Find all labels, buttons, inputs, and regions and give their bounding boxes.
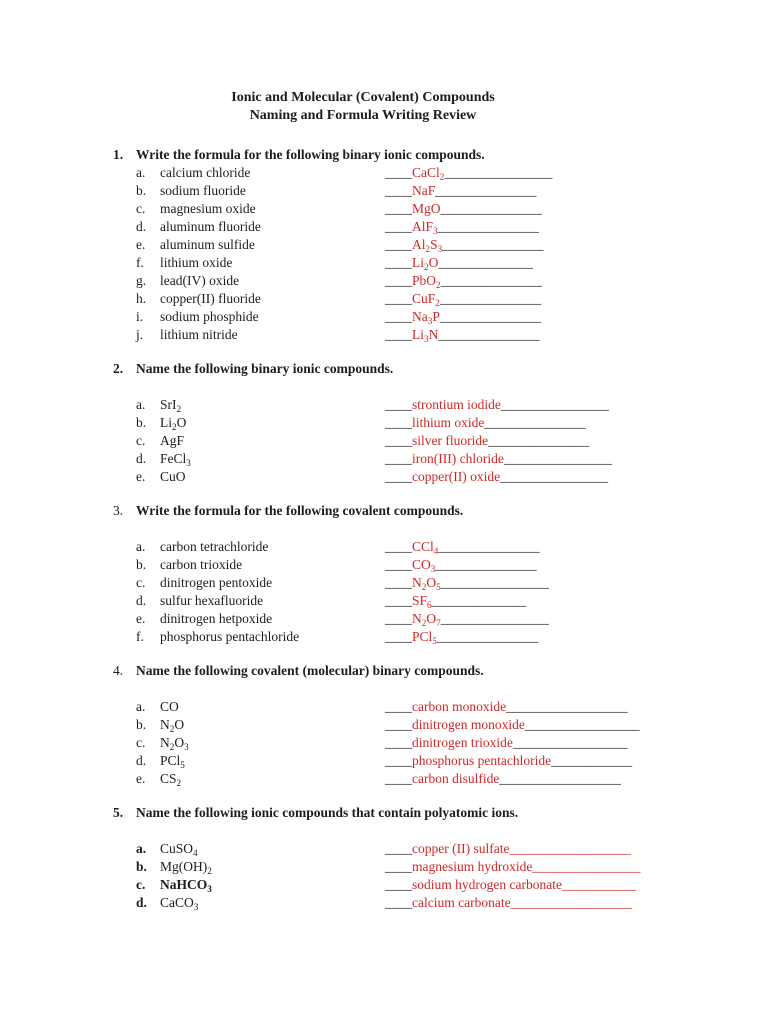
- worksheet-item: [113, 164, 613, 182]
- section-items: [113, 164, 613, 344]
- worksheet-section: [113, 360, 613, 486]
- worksheet-section: [113, 662, 640, 788]
- worksheet-item: [113, 610, 613, 628]
- item-prompt: dinitrogen pentoxide: [160, 575, 273, 590]
- item-letter: b.: [136, 557, 147, 572]
- blank-prefix: ____: [385, 165, 412, 180]
- item-answer-line: [385, 254, 533, 272]
- section-items: [113, 698, 640, 788]
- item-answer-line: [385, 450, 612, 468]
- blank-suffix: ________________: [500, 469, 609, 484]
- worksheet-item: [113, 752, 633, 770]
- item-prompt: AgF: [160, 433, 185, 448]
- section-heading: Name the following covalent (molecular) binary compounds.: [136, 663, 484, 678]
- item-letter: c.: [136, 575, 146, 590]
- item-letter: b.: [136, 859, 147, 874]
- answer-text: $N_2O_5$: [412, 575, 441, 592]
- answer-text: $Na_3P$: [412, 309, 440, 326]
- item-answer-line: [385, 734, 628, 752]
- item-prompt: phosphorus pentachloride: [160, 629, 300, 644]
- blank-suffix: ________________: [503, 451, 612, 466]
- item-prompt: aluminum sulfide: [160, 237, 255, 252]
- blank-suffix: ______________: [438, 255, 533, 270]
- worksheet-item: [113, 396, 613, 414]
- blank-prefix: ____: [385, 237, 412, 252]
- item-answer-line: [385, 698, 628, 716]
- worksheet-item: [113, 218, 613, 236]
- item-answer-line: [385, 592, 526, 610]
- worksheet-item: [113, 200, 613, 218]
- blank-prefix: ____: [385, 771, 412, 786]
- answer-text: dinitrogen trioxide: [412, 735, 513, 750]
- item-answer-line: [385, 432, 589, 450]
- blank-prefix: ____: [385, 309, 412, 324]
- answer-text: $N_2O_7$: [412, 611, 441, 628]
- blank-suffix: ________________: [500, 397, 609, 412]
- item-letter: c.: [136, 735, 146, 750]
- answer-text: PbO$_2$: [412, 273, 441, 290]
- answer-text: CCl$_4$: [412, 539, 439, 556]
- blank-prefix: ____: [385, 859, 412, 874]
- blank-suffix: _______________: [442, 237, 544, 252]
- answer-text: copper(II) oxide: [412, 469, 501, 484]
- blank-suffix: _______________: [435, 183, 537, 198]
- blank-prefix: ____: [385, 327, 412, 342]
- item-prompt: carbon trioxide: [160, 557, 243, 572]
- worksheet-item: [113, 290, 613, 308]
- item-answer-line: [385, 858, 640, 876]
- section-number: 3.: [113, 503, 124, 518]
- item-answer-line: [385, 182, 537, 200]
- answer-text: $CO_3$: [412, 557, 436, 574]
- blank-prefix: ____: [385, 735, 412, 750]
- item-letter: a.: [136, 699, 146, 714]
- item-prompt: NaHCO$_3$: [160, 877, 212, 894]
- item-prompt: carbon tetrachloride: [160, 539, 269, 554]
- section-items: [113, 396, 613, 486]
- section-heading: Name the following binary ionic compounds.: [136, 361, 394, 376]
- section-items: [113, 840, 641, 912]
- blank-prefix: ____: [385, 611, 412, 626]
- item-letter: c.: [136, 201, 146, 216]
- answer-text: $Li_3N$: [412, 327, 439, 344]
- title-line-1: Ionic and Molecular (Covalent) Compounds: [231, 90, 495, 105]
- item-letter: e.: [136, 771, 146, 786]
- item-letter: e.: [136, 611, 146, 626]
- section-heading-row: [113, 360, 613, 378]
- worksheet-item: [113, 628, 613, 646]
- blank-suffix: ____________: [551, 753, 633, 768]
- blank-prefix: ____: [385, 717, 412, 732]
- worksheet-item: [113, 272, 613, 290]
- blank-suffix: _______________: [438, 539, 540, 554]
- worksheet-item: [113, 432, 613, 450]
- worksheet-item: [113, 326, 613, 344]
- item-answer-line: [385, 894, 632, 912]
- blank-prefix: ____: [385, 699, 412, 714]
- item-answer-line: [385, 396, 609, 414]
- blank-prefix: ____: [385, 629, 412, 644]
- item-letter: d.: [136, 895, 147, 910]
- answer-text: $SF_6$: [412, 593, 432, 610]
- blank-prefix: ____: [385, 877, 412, 892]
- item-letter: f.: [136, 629, 144, 644]
- blank-prefix: ____: [385, 433, 412, 448]
- blank-suffix: _______________: [438, 327, 540, 342]
- item-letter: d.: [136, 753, 147, 768]
- section-number: 1.: [113, 147, 124, 162]
- worksheet-item: [113, 450, 613, 468]
- item-answer-line: [385, 840, 631, 858]
- answer-text: carbon disulfide: [412, 771, 500, 786]
- blank-suffix: _______________: [439, 291, 542, 306]
- blank-suffix: __________________: [499, 771, 621, 786]
- answer-text: NaF: [412, 183, 436, 198]
- item-prompt: $N_2O_3$: [160, 735, 189, 752]
- item-prompt: lithium oxide: [160, 255, 233, 270]
- blank-suffix: _______________: [484, 415, 586, 430]
- item-letter: e.: [136, 469, 146, 484]
- blank-prefix: ____: [385, 183, 412, 198]
- worksheet-item: [113, 182, 613, 200]
- item-letter: b.: [136, 415, 147, 430]
- blank-suffix: __________________: [510, 895, 633, 910]
- worksheet-item: [113, 556, 613, 574]
- blank-prefix: ____: [385, 255, 412, 270]
- worksheet-item: [113, 574, 613, 592]
- answer-text: magnesium hydroxide: [412, 859, 533, 874]
- blank-prefix: ____: [385, 451, 412, 466]
- blank-suffix: _______________: [437, 219, 539, 234]
- item-answer-line: [385, 236, 543, 254]
- blank-prefix: ____: [385, 291, 412, 306]
- blank-suffix: _________________: [524, 717, 640, 732]
- blank-suffix: __________________: [509, 841, 631, 856]
- item-answer-line: [385, 164, 552, 182]
- item-answer-line: [385, 326, 540, 344]
- item-answer-line: [385, 290, 541, 308]
- blank-suffix: ________________: [532, 859, 641, 874]
- blank-prefix: ____: [385, 841, 412, 856]
- item-letter: b.: [136, 183, 147, 198]
- answer-text: MgO: [412, 201, 441, 216]
- section-heading-row: [113, 804, 613, 822]
- item-prompt: magnesium oxide: [160, 201, 256, 216]
- worksheet-item: [113, 468, 613, 486]
- answer-text: sodium hydrogen carbonate: [412, 877, 562, 892]
- item-letter: d.: [136, 593, 147, 608]
- blank-suffix: _______________: [435, 557, 537, 572]
- blank-prefix: ____: [385, 539, 412, 554]
- worksheet-section: [113, 804, 641, 912]
- section-number: 2.: [113, 361, 124, 376]
- answer-text: PCl$_5$: [412, 629, 437, 646]
- answer-text: phosphorus pentachloride: [412, 753, 552, 768]
- item-letter: a.: [136, 165, 146, 180]
- item-prompt: PCl$_5$: [160, 753, 185, 770]
- worksheet-item: [113, 698, 628, 716]
- worksheet-item: [113, 876, 637, 894]
- item-prompt: sulfur hexafluoride: [160, 593, 264, 608]
- blank-suffix: ________________: [440, 611, 549, 626]
- item-answer-line: [385, 308, 541, 326]
- item-letter: f.: [136, 255, 144, 270]
- item-letter: c.: [136, 877, 146, 892]
- item-prompt: lithium nitride: [160, 327, 238, 342]
- section-heading: Write the formula for the following covalent compounds.: [136, 503, 464, 518]
- item-prompt: $N_2O$: [160, 717, 185, 734]
- item-letter: e.: [136, 237, 146, 252]
- blank-prefix: ____: [385, 753, 412, 768]
- item-prompt: FeCl$_3$: [160, 451, 191, 468]
- blank-suffix: ________________: [444, 165, 553, 180]
- item-letter: h.: [136, 291, 147, 306]
- blank-prefix: ____: [385, 219, 412, 234]
- item-letter: b.: [136, 717, 147, 732]
- answer-text: AlF$_3$: [412, 219, 438, 236]
- blank-suffix: _______________: [440, 201, 542, 216]
- item-letter: a.: [136, 397, 146, 412]
- item-answer-line: [385, 414, 586, 432]
- item-answer-line: [385, 716, 640, 734]
- section-heading-row: [113, 502, 613, 520]
- sections: [113, 146, 641, 912]
- answer-text: calcium carbonate: [412, 895, 511, 910]
- item-letter: j.: [136, 327, 144, 342]
- item-prompt: CuO: [160, 469, 186, 484]
- section-number: 4.: [113, 663, 124, 678]
- item-prompt: CaCO$_3$: [160, 895, 199, 912]
- item-prompt: $Mg(OH)_2$: [160, 859, 212, 876]
- section-heading: Name the following ionic compounds that contain polyatomic ions.: [136, 805, 519, 820]
- item-prompt: CO: [160, 699, 179, 714]
- item-prompt: CuSO$_4$: [160, 841, 198, 858]
- item-prompt: $Li_2O$: [160, 415, 187, 432]
- section-number: 5.: [113, 805, 124, 820]
- answer-text: carbon monoxide: [412, 699, 507, 714]
- worksheet-item: [113, 716, 640, 734]
- item-letter: g.: [136, 273, 147, 288]
- blank-suffix: ________________: [440, 575, 549, 590]
- answer-text: silver fluoride: [412, 433, 489, 448]
- worksheet-item: [113, 858, 641, 876]
- worksheet-title: [113, 89, 613, 125]
- answer-text: lithium oxide: [412, 415, 485, 430]
- item-letter: c.: [136, 433, 146, 448]
- blank-suffix: ___________: [561, 877, 637, 892]
- item-answer-line: [385, 574, 549, 592]
- worksheet-item: [113, 254, 613, 272]
- item-letter: d.: [136, 219, 147, 234]
- section-heading-row: [113, 146, 613, 164]
- worksheet-item: [113, 236, 613, 254]
- answer-text: copper (II) sulfate: [412, 841, 510, 856]
- blank-prefix: ____: [385, 469, 412, 484]
- item-prompt: lead(IV) oxide: [160, 273, 240, 288]
- blank-suffix: ______________: [431, 593, 527, 608]
- item-prompt: $CS_2$: [160, 771, 182, 788]
- title-line-2: Naming and Formula Writing Review: [249, 108, 477, 123]
- worksheet-item: [113, 734, 628, 752]
- item-answer-line: [385, 272, 542, 290]
- item-prompt: aluminum fluoride: [160, 219, 261, 234]
- blank-prefix: ____: [385, 397, 412, 412]
- blank-prefix: ____: [385, 415, 412, 430]
- item-letter: i.: [136, 309, 144, 324]
- worksheet-item: [113, 894, 633, 912]
- item-answer-line: [385, 218, 539, 236]
- blank-prefix: ____: [385, 575, 412, 590]
- blank-suffix: __________________: [506, 699, 628, 714]
- answer-text: $Li_2O$: [412, 255, 439, 272]
- blank-prefix: ____: [385, 201, 412, 216]
- section-items: [113, 538, 613, 646]
- answer-text: CuF$_2$: [412, 291, 440, 308]
- blank-suffix: _______________: [439, 309, 542, 324]
- item-letter: a.: [136, 841, 147, 856]
- answer-text: $Al_2S_3$: [412, 237, 443, 254]
- worksheet-item: [113, 538, 613, 556]
- worksheet-section: [113, 502, 613, 646]
- item-prompt: SrI$_2$: [160, 397, 182, 414]
- item-prompt: copper(II) fluoride: [160, 291, 261, 306]
- blank-prefix: ____: [385, 895, 412, 910]
- blank-suffix: _________________: [512, 735, 628, 750]
- item-answer-line: [385, 556, 537, 574]
- blank-prefix: ____: [385, 593, 412, 608]
- item-answer-line: [385, 770, 621, 788]
- item-letter: d.: [136, 451, 147, 466]
- blank-suffix: _______________: [440, 273, 542, 288]
- worksheet-item: [113, 308, 613, 326]
- item-prompt: dinitrogen hetpoxide: [160, 611, 273, 626]
- answer-text: CaCl$_2$: [412, 165, 445, 182]
- section-heading: Write the formula for the following binary ionic compounds.: [136, 147, 485, 162]
- item-answer-line: [385, 610, 549, 628]
- item-answer-line: [385, 628, 538, 646]
- worksheet-item: [113, 414, 613, 432]
- blank-suffix: _______________: [488, 433, 590, 448]
- item-letter: a.: [136, 539, 146, 554]
- item-answer-line: [385, 200, 542, 218]
- item-prompt: sodium phosphide: [160, 309, 259, 324]
- item-answer-line: [385, 468, 608, 486]
- section-heading-row: [113, 662, 613, 680]
- blank-suffix: _______________: [436, 629, 539, 644]
- worksheet-item: [113, 770, 621, 788]
- worksheet-section: [113, 146, 613, 344]
- item-prompt: sodium fluoride: [160, 183, 246, 198]
- answer-text: strontium iodide: [412, 397, 501, 412]
- item-answer-line: [385, 538, 540, 556]
- item-answer-line: [385, 752, 632, 770]
- worksheet-item: [113, 592, 613, 610]
- item-answer-line: [385, 876, 636, 894]
- blank-prefix: ____: [385, 273, 412, 288]
- worksheet-item: [113, 840, 631, 858]
- worksheet-content: [113, 0, 641, 912]
- blank-prefix: ____: [385, 557, 412, 572]
- answer-text: iron(III) chloride: [412, 451, 504, 466]
- item-prompt: calcium chloride: [160, 165, 251, 180]
- answer-text: dinitrogen monoxide: [412, 717, 525, 732]
